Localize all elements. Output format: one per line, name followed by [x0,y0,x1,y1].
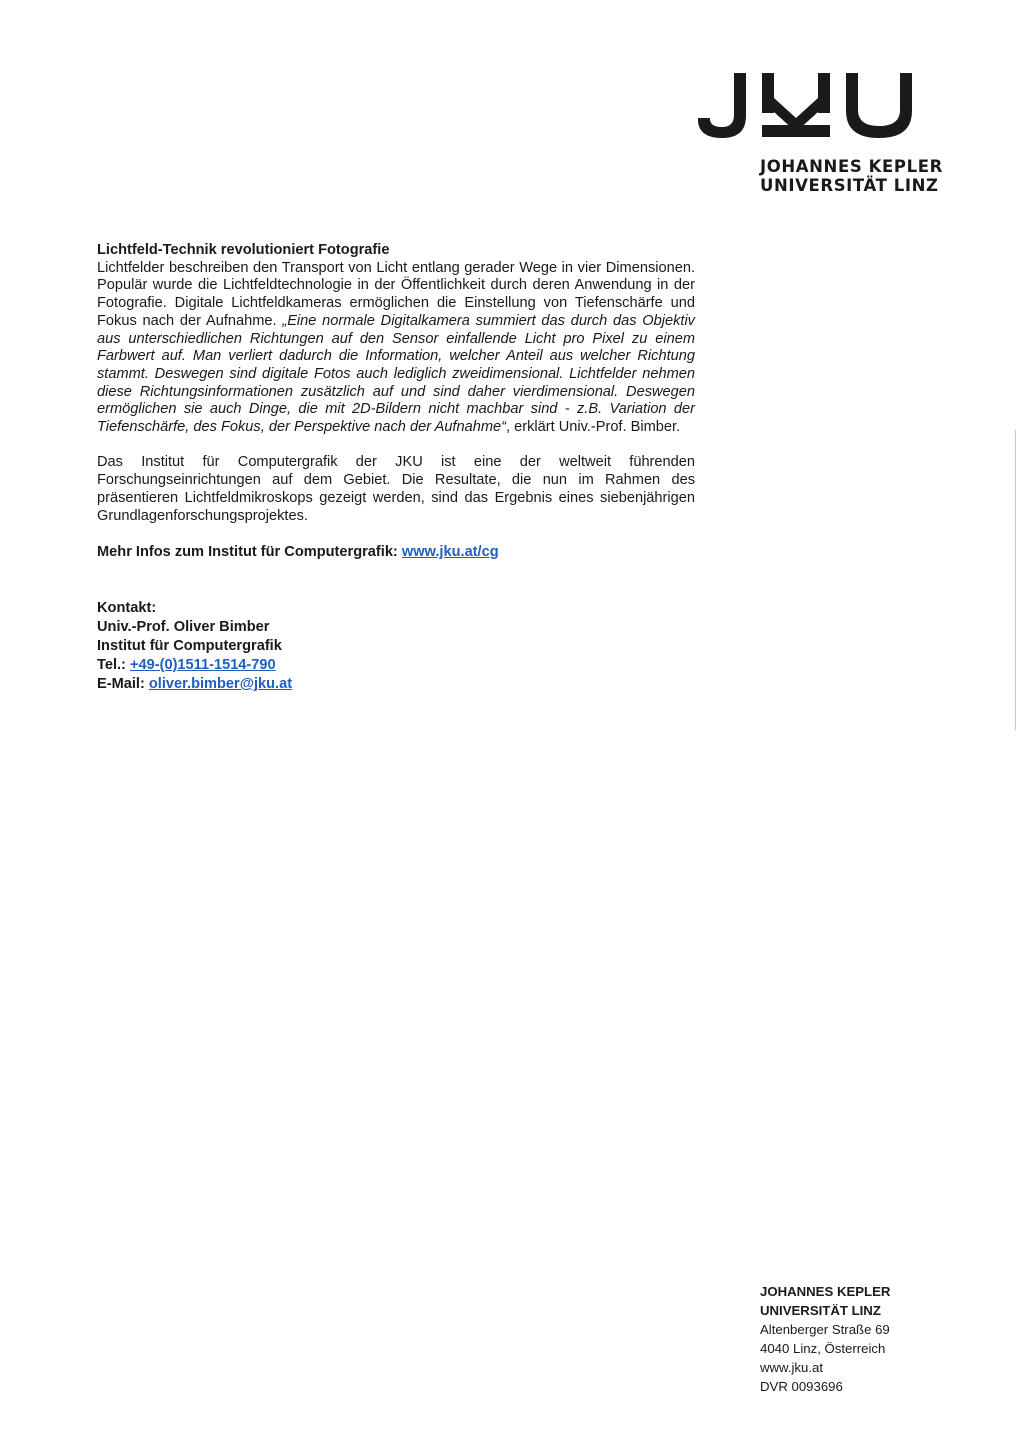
footer-address [760,1282,890,1396]
article-paragraph-1 [97,260,695,437]
page-edge-divider [1015,430,1016,730]
paragraph-1-intro: Lichtfelder beschreiben den Transport von Licht entlang gerader Wege in vier Dimensionen. Populär wurde die Lichtfeldtechnologie in der Öffentlichkeit durch deren Anwendung in der Fotografie. Digitale Lichtfeldkameras ermöglichen die Einstellung von Tiefenschärfe und Fokus nach der Aufnahme. [97,259,695,329]
contact-name: Univ.-Prof. Oliver Bimber [97,618,270,635]
article-paragraph-2: Das Institut für Computergrafik der JKU ist eine der weltweit führenden Forschungseinrichtungen auf dem Gebiet. Die Resultate, die nun im Rahmen des präsentieren Lichtfeldmikroskops gezeigt werden, sind das Ergebnis eines siebenjährigen Grundlagenforschungsprojektes. [97,454,695,524]
contact-block [97,599,695,694]
footer-line-1: JOHANNES KEPLER [760,1284,891,1299]
more-info-label: Mehr Infos zum Institut für Computergrafik: [97,544,402,561]
footer-street: Altenberger Straße 69 [760,1322,890,1337]
more-info-line [97,544,695,562]
logo-wordmark [760,157,943,195]
email-label: E-Mail: [97,675,149,692]
email-link[interactable]: oliver.bimber@jku.at [148,675,293,692]
footer-line-2: UNIVERSITÄT LINZ [760,1303,881,1318]
logo-line-2: UNIVERSITÄT LINZ [760,176,939,195]
contact-institute: Institut für Computergrafik [97,637,282,654]
paragraph-1-outro: , erklärt Univ.-Prof. Bimber. [505,419,681,436]
phone-link[interactable]: +49-(0)1511-1514-790 [129,656,276,673]
jku-logo-mark [696,70,916,142]
paragraph-1-quote: „Eine normale Digitalkamera summiert das durch das Objektiv aus unterschiedlichen Richtungen auf den Sensor einfallende Licht pro Pixel zu einem Farbwert auf. Man verliert dadurch die Information, welcher Anteil aus welcher Richtung stammt. Deswegen sind digitale Fotos auch lediglich zweidimensional. Lichtfelder nehmen diese Richtungsinformationen zusätzlich auf und sind daher vierdimensional. Deswegen ermöglichen sie auch Dinge, die mit 2D-Bildern nicht machbar sind - z.B. Variation der Tiefenschärfe, des Fokus, der Perspektive nach der Aufnahme“ [97,312,695,436]
article-headline: Lichtfeld-Technik revolutioniert Fotografie [97,242,390,258]
contact-email [97,675,695,694]
footer-dvr: DVR 0093696 [760,1379,843,1394]
institute-link[interactable]: www.jku.at/cg [401,544,499,561]
contact-phone [97,656,695,675]
contact-heading: Kontakt: [97,599,157,616]
press-release-body [97,242,695,694]
phone-label: Tel.: [97,656,130,673]
logo-line-1: JOHANNES KEPLER [760,157,943,176]
footer-city: 4040 Linz, Österreich [760,1341,886,1356]
jku-logo [696,70,956,142]
footer-web: www.jku.at [760,1360,824,1375]
